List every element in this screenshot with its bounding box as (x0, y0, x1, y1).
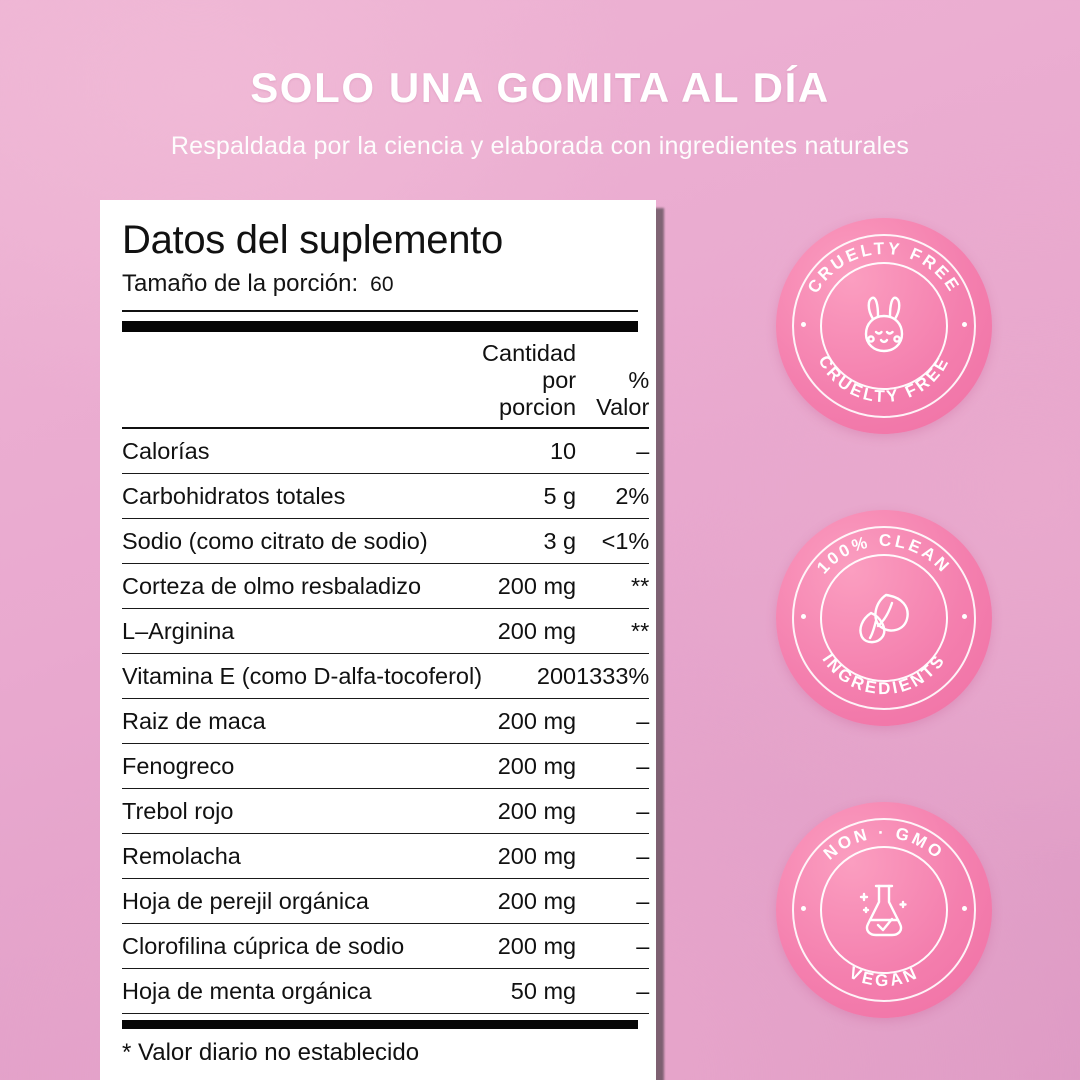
row-amount: 5 g (482, 474, 576, 519)
row-name: Fenogreco (122, 744, 482, 789)
badge-dot-left (801, 322, 806, 327)
divider-footer (122, 1020, 638, 1029)
supplement-panel-title: Datos del suplemento (122, 218, 503, 262)
row-daily-value: – (576, 924, 649, 969)
row-daily-value: 2% (576, 474, 649, 519)
page-title: SOLO UNA GOMITA AL DÍA (250, 64, 830, 111)
badge-bottom-text: INGREDIENTS (818, 649, 950, 699)
badge-inner-ring (820, 554, 948, 682)
badge-column (776, 218, 1016, 1080)
table-row (122, 609, 649, 654)
row-name: Raiz de maca (122, 699, 482, 744)
row-name: Remolacha (122, 834, 482, 879)
row-name: Vitamina E (como D-alfa-tocoferol) (122, 654, 482, 699)
column-header-amount (482, 332, 576, 428)
column-header-dv-line2: Valor (596, 394, 650, 421)
badge-dot-right (962, 614, 967, 619)
row-name: Sodio (como citrato de sodio) (122, 519, 482, 564)
row-name: L–Arginina (122, 609, 482, 654)
row-amount: 200 (482, 654, 576, 699)
table-row (122, 428, 649, 474)
table-row (122, 654, 649, 699)
leaves-icon (845, 579, 923, 657)
table-row (122, 564, 649, 609)
flask-check-icon (846, 872, 922, 948)
table-row (122, 699, 649, 744)
supplement-facts-panel (100, 200, 656, 1080)
table-row (122, 474, 649, 519)
row-daily-value: ** (576, 609, 649, 654)
badge-dot-left (801, 906, 806, 911)
badge-bottom-text: CRUELTY FREE (814, 352, 954, 407)
footnote: * Valor diario no establecido (122, 1039, 420, 1067)
row-amount: 200 mg (482, 699, 576, 744)
row-daily-value: – (576, 834, 649, 879)
row-daily-value: 1333% (576, 654, 649, 699)
column-header-daily-value (576, 332, 649, 428)
table-row (122, 969, 649, 1014)
badge-top-text: NON · GMO (819, 822, 949, 864)
row-daily-value: – (576, 744, 649, 789)
row-amount: 200 mg (482, 789, 576, 834)
badge-dot-right (962, 906, 967, 911)
row-daily-value: – (576, 428, 649, 474)
badge-top-text: 100% CLEAN (813, 530, 955, 578)
row-amount: 200 mg (482, 744, 576, 789)
row-daily-value: <1% (576, 519, 649, 564)
row-amount: 200 mg (482, 834, 576, 879)
row-amount: 10 (482, 428, 576, 474)
row-daily-value: – (576, 789, 649, 834)
badge-top-text: CRUELTY FREE (803, 238, 965, 297)
row-amount: 200 mg (482, 924, 576, 969)
row-name: Corteza de olmo resbaladizo (122, 564, 482, 609)
table-row (122, 924, 649, 969)
row-amount: 50 mg (482, 969, 576, 1014)
row-daily-value: – (576, 699, 649, 744)
row-name: Carbohidratos totales (122, 474, 482, 519)
header (0, 0, 1080, 161)
row-name: Trebol rojo (122, 789, 482, 834)
table-row (122, 789, 649, 834)
column-header-amount-line2: por porcion (499, 367, 577, 421)
badge-inner-ring (820, 846, 948, 974)
row-amount: 200 mg (482, 564, 576, 609)
divider-thin (122, 310, 638, 312)
row-amount: 3 g (482, 519, 576, 564)
table-header-row (122, 332, 649, 428)
rabbit-icon (847, 289, 921, 363)
row-name: Clorofilina cúprica de sodio (122, 924, 482, 969)
row-daily-value: ** (576, 564, 649, 609)
column-header-name (122, 332, 482, 428)
row-name: Calorías (122, 428, 482, 474)
page-subtitle: Respaldada por la ciencia y elaborada con ingredientes naturales (170, 132, 910, 160)
row-amount: 200 mg (482, 609, 576, 654)
badge-cruelty-free (776, 218, 992, 434)
serving-size-value: 60 (370, 273, 394, 296)
badge-clean-ingredients (776, 510, 992, 726)
nutrition-table (122, 332, 649, 1014)
table-row (122, 879, 649, 924)
nutrition-table-body (122, 428, 649, 1014)
serving-size-row (122, 270, 640, 298)
badge-bottom-text: VEGAN (846, 962, 922, 991)
row-daily-value: – (576, 879, 649, 924)
badge-non-gmo-vegan (776, 802, 992, 1018)
badge-dot-left (801, 614, 806, 619)
serving-size-label: Tamaño de la porción: (122, 270, 359, 297)
table-row (122, 744, 649, 789)
row-name: Hoja de menta orgánica (122, 969, 482, 1014)
badge-dot-right (962, 322, 967, 327)
row-amount: 200 mg (482, 879, 576, 924)
row-name: Hoja de perejil orgánica (122, 879, 482, 924)
badge-inner-ring (820, 262, 948, 390)
column-header-amount-line1: Cantidad (482, 340, 577, 366)
column-header-dv-line1: % (628, 367, 650, 394)
row-daily-value: – (576, 969, 649, 1014)
table-row (122, 834, 649, 879)
table-row (122, 519, 649, 564)
divider-thick (122, 321, 638, 332)
